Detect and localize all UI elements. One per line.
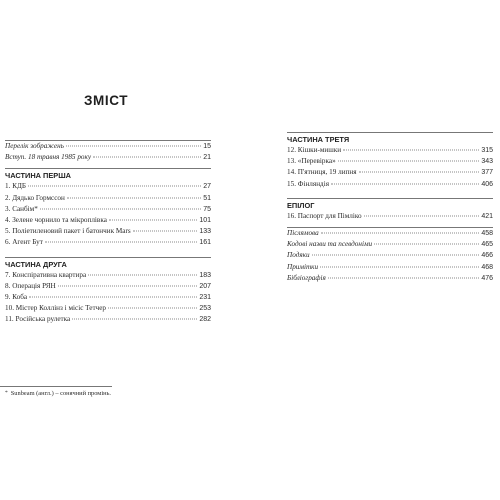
part-three-list [287, 145, 493, 190]
part-three-header: ЧАСТИНА ТРЕТЯ [287, 135, 350, 144]
toc-entry-label: 14. П'ятниця, 19 липня [287, 168, 357, 177]
toc-entry-label: 8. Операція РЯН [5, 281, 56, 290]
toc-entry-page: 183 [199, 271, 211, 279]
toc-entry-page: 75 [203, 205, 211, 213]
toc-entry [287, 211, 493, 222]
toc-entry [287, 145, 493, 156]
toc-entry-label: 6. Агент Бут [5, 238, 43, 247]
toc-entry-page: 207 [199, 282, 211, 290]
toc-entry [287, 156, 493, 167]
toc-entry-page: 133 [199, 228, 211, 236]
dot-leader [58, 285, 198, 286]
toc-entry-label: 4. Зелене чорнило та мікроплівка [5, 216, 107, 225]
toc-entry [287, 228, 493, 239]
toc-entry [5, 237, 211, 248]
dot-leader [108, 308, 197, 309]
footnote-body: Sunbeam (англ.) – сонячний промінь. [10, 390, 112, 397]
part-two-list [5, 270, 211, 326]
toc-entry-page: 466 [481, 252, 493, 260]
part-one-header: ЧАСТИНА ПЕРША [5, 171, 71, 181]
dot-leader [93, 157, 201, 158]
toc-entry [287, 250, 493, 261]
front-matter-list [5, 141, 211, 163]
toc-entry-label: 11. Російська рулетка [5, 315, 71, 324]
dot-leader [88, 274, 197, 275]
toc-entry-page: 253 [199, 305, 211, 313]
toc-entry [5, 226, 211, 237]
dot-leader [67, 197, 201, 198]
part-two-header: ЧАСТИНА ДРУГА [5, 259, 67, 269]
toc-entry [287, 262, 493, 273]
toc-entry [5, 314, 211, 325]
dot-leader [72, 319, 197, 320]
toc-entry [5, 141, 211, 152]
toc-entry-label: Примітки [287, 262, 319, 271]
footnote-text [0, 390, 112, 397]
page-title: ЗМІСТ [84, 93, 129, 108]
dot-leader [343, 150, 479, 151]
dot-leader [66, 146, 201, 147]
toc-entry [287, 239, 493, 250]
toc-entry-page: 161 [199, 239, 211, 247]
toc-entry-page: 343 [481, 158, 493, 166]
toc-entry-label: 3. Санбім* [5, 204, 38, 213]
toc-entry-label: 13. «Перевірка» [287, 157, 336, 166]
toc-entry [5, 181, 211, 192]
dot-leader [109, 220, 197, 221]
toc-entry-page: 231 [199, 294, 211, 302]
toc-entry [287, 167, 493, 178]
dot-leader [40, 208, 201, 209]
toc-entry-page: 468 [481, 263, 493, 271]
toc-entry-label: 15. Фінляндія [287, 179, 330, 188]
toc-right-column [287, 132, 493, 284]
toc-entry [5, 303, 211, 314]
dot-leader [359, 172, 480, 173]
toc-entry-label: Вступ. 18 травня 1985 року [5, 153, 92, 162]
toc-entry-page: 315 [481, 147, 493, 154]
dot-leader [133, 231, 198, 232]
toc-entry-label: Перелік зображень [5, 142, 64, 150]
toc-entry [5, 281, 211, 292]
dot-leader [364, 215, 480, 216]
toc-entry-page: 465 [481, 241, 493, 249]
footnote-rule [0, 386, 112, 387]
toc-entry-page: 458 [481, 230, 493, 238]
epilogue-list [287, 211, 493, 222]
toc-entry-label: Подяки [287, 251, 310, 260]
toc-entry [287, 179, 493, 190]
toc-entry-label: Післямова [287, 229, 319, 238]
toc-entry-page: 21 [203, 154, 211, 162]
toc-entry [287, 273, 493, 284]
toc-entry-label: 12. Кішки-мишки [287, 146, 342, 154]
toc-entry-label: Бібліографія [287, 273, 326, 282]
toc-entry-page: 406 [481, 180, 493, 188]
toc-entry-label: 2. Дядько Гормссон [5, 193, 65, 202]
part-one-list [5, 181, 211, 248]
dot-leader [28, 186, 201, 187]
toc-entry-label: 5. Поліетиленовий пакет і батончик Mars [5, 227, 131, 236]
toc-entry [5, 292, 211, 303]
toc-entry [5, 215, 211, 226]
toc-entry-label: 7. Конспіративна квартира [5, 270, 87, 279]
epilogue-header: ЕПІЛОГ [287, 200, 315, 210]
footnote [0, 386, 112, 397]
toc-entry-label: 9. Коба [5, 293, 28, 302]
toc-left-column [5, 140, 211, 326]
toc-entry-label: 1. КДБ [5, 182, 27, 191]
dot-leader [331, 183, 479, 184]
toc-entry-page: 51 [203, 194, 211, 202]
toc-entry-label: 16. Паспорт для Пімліко [287, 211, 362, 220]
toc-entry-page: 377 [481, 169, 493, 177]
toc-entry [5, 152, 211, 163]
toc-entry-page: 282 [199, 316, 211, 324]
back-matter-list [287, 228, 493, 284]
dot-leader [29, 297, 197, 298]
toc-entry-page: 27 [203, 183, 211, 191]
dot-leader [328, 277, 479, 278]
toc-entry-page: 101 [199, 217, 211, 225]
dot-leader [338, 161, 480, 162]
toc-entry [5, 270, 211, 281]
toc-entry-label: 10. Містер Коллінз і місіс Тетчер [5, 304, 107, 313]
dot-leader [312, 255, 480, 256]
dot-leader [321, 233, 480, 234]
toc-entry-label: Кодові назви та псевдоніми [287, 240, 373, 249]
dot-leader [374, 244, 479, 245]
dot-leader [45, 242, 197, 243]
footnote-marker: * [5, 390, 8, 396]
toc-entry-page: 15 [203, 143, 211, 150]
toc-entry [5, 204, 211, 215]
toc-entry [5, 193, 211, 204]
dot-leader [320, 266, 479, 267]
toc-entry-page: 421 [481, 212, 493, 220]
toc-entry-page: 476 [481, 274, 493, 282]
